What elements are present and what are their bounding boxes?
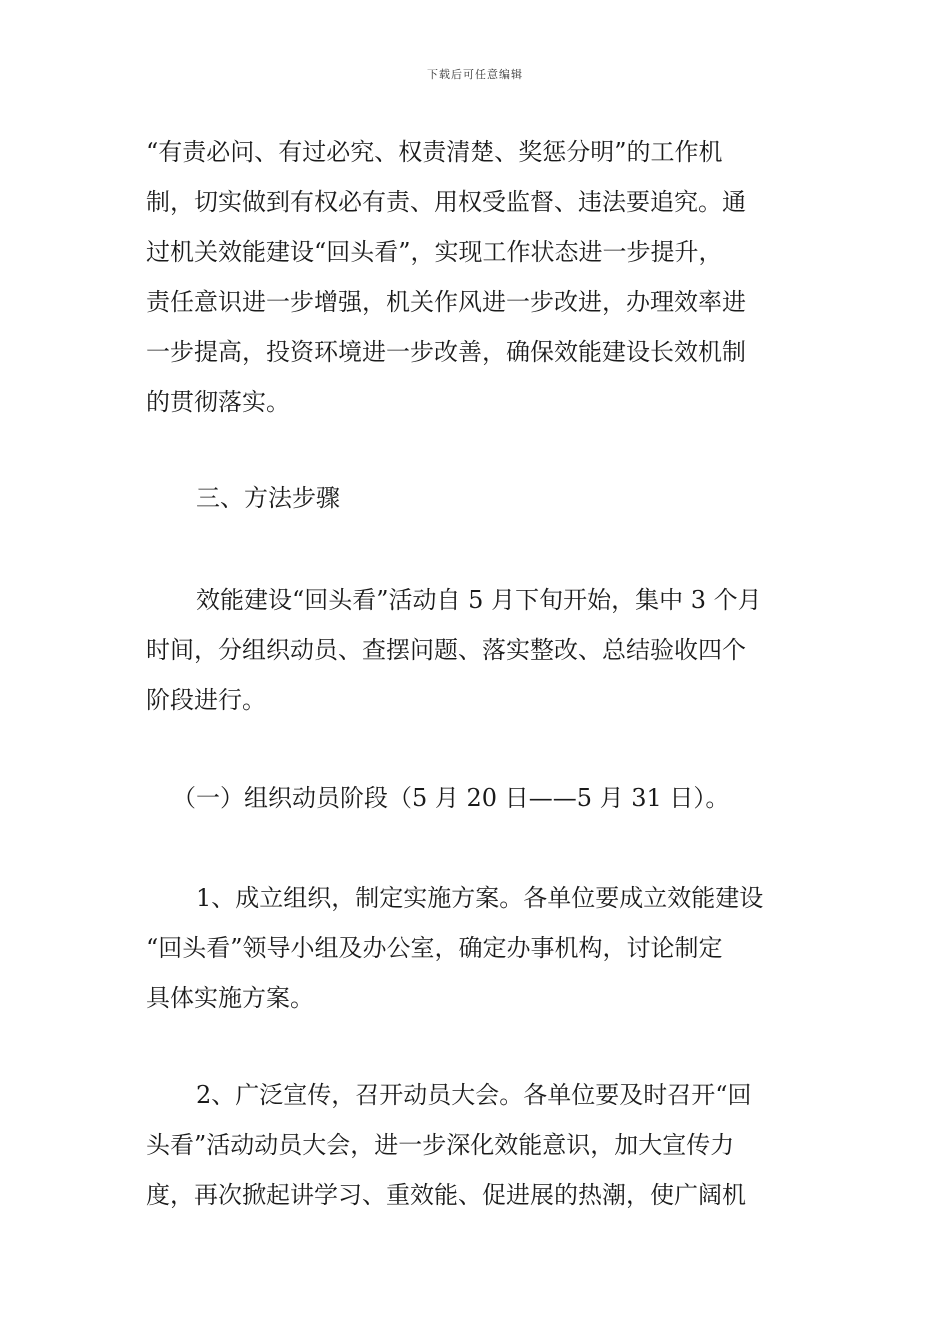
text-line: 效能建设“回头看”活动自 5 月下旬开始，集中 3 个月 — [196, 586, 762, 614]
text-line: 的贯彻落实。 — [146, 388, 290, 416]
paragraph-3 — [146, 575, 811, 725]
text-line: 具体实施方案。 — [146, 984, 314, 1012]
heading-text: （一）组织动员阶段（5 月 20 日——5 月 31 日）。 — [172, 784, 730, 812]
text-line: 过机关效能建设“回头看”，实现工作状态进一步提升， — [146, 238, 723, 266]
text-line: 责任意识进一步增强，机关作风进一步改进，办理效率进 — [146, 288, 746, 316]
text-line: 1、成立组织，制定实施方案。各单位要成立效能建设 — [196, 884, 764, 912]
text-line: 头看”活动动员大会，进一步深化效能意识，加大宣传力 — [146, 1131, 735, 1159]
text-line: “有责必问、有过必究、权责清楚、奖惩分明”的工作机 — [146, 138, 723, 166]
section-heading — [196, 473, 861, 523]
text-line: 阶段进行。 — [146, 686, 266, 714]
subsection-heading — [172, 773, 837, 823]
text-line: 一步提高，投资环境进一步改善，确保效能建设长效机制 — [146, 338, 746, 366]
text-line: 制，切实做到有权必有责、用权受监督、违法要追究。通 — [146, 188, 746, 216]
text-line: 时间，分组织动员、查摆问题、落实整改、总结验收四个 — [146, 636, 746, 664]
text-line: 2、广泛宣传，召开动员大会。各单位要及时召开“回 — [196, 1081, 752, 1109]
paragraph-1 — [146, 127, 811, 427]
paragraph-5 — [146, 873, 811, 1023]
text-line: 度，再次掀起讲学习、重效能、促进展的热潮，使广阔机 — [146, 1181, 746, 1209]
page-header: 下载后可任意编辑 — [427, 68, 523, 81]
heading-text: 三、方法步骤 — [196, 484, 340, 512]
paragraph-6 — [146, 1070, 811, 1220]
text-line: “回头看”领导小组及办公室，确定办事机构，讨论制定 — [146, 934, 723, 962]
